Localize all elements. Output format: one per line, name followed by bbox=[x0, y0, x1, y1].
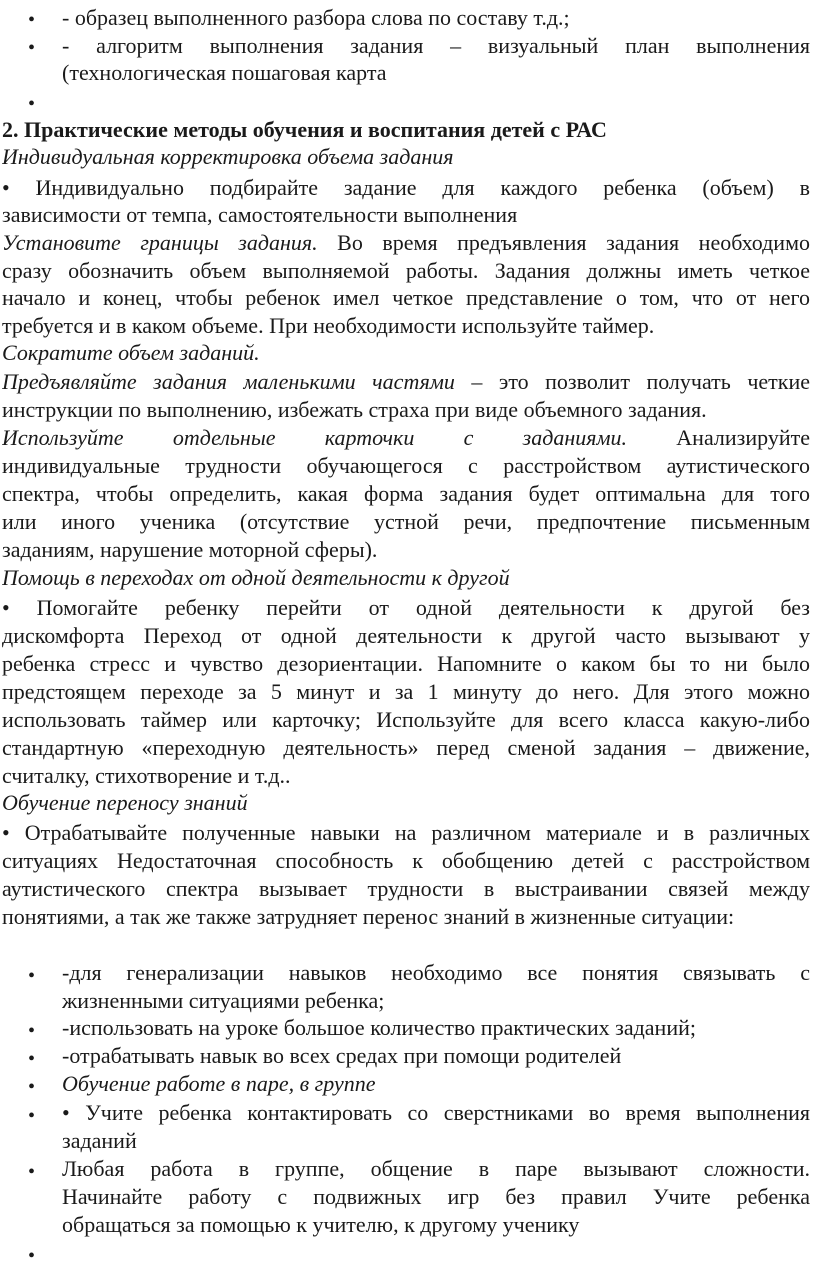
paragraph-line: дискомфорта Переход от одной деятельности к другой часто вызывают у bbox=[2, 623, 810, 648]
paragraph-line: Предъявляйте задания маленькими частями – это позволит получать четкие bbox=[2, 369, 810, 394]
subsection-title: Сократите объем заданий. bbox=[2, 340, 260, 365]
list-item: -для генерализации навыков необходимо все понятия связывать с bbox=[62, 960, 810, 985]
bullet: • bbox=[28, 1245, 36, 1267]
paragraph-line: начало и конец, чтобы ребенок имел четкое представление о том, что от него bbox=[2, 285, 810, 310]
paragraph-line: стандартную «переходную деятельность» перед сменой задания – движение, bbox=[2, 735, 810, 760]
paragraph-line: Используйте отдельные карточки с заданиями. Анализируйте bbox=[2, 425, 810, 450]
list-item-cont: Начинайте работу с подвижных игр без правил Учите ребенка bbox=[62, 1184, 810, 1209]
paragraph-line: использовать таймер или карточку; Используйте для всего класса какую-либо bbox=[2, 707, 810, 732]
paragraph-line: ребенка стресс и чувство дезориентации. Напомните о каком бы то ни было bbox=[2, 651, 810, 676]
list-item-cont: обращаться за помощью к учителю, к другому ученику bbox=[62, 1212, 580, 1237]
section-heading: 2. Практические методы обучения и воспитания детей с РАС bbox=[2, 117, 607, 142]
bullet: • bbox=[28, 1048, 36, 1070]
bullet: • bbox=[28, 1020, 36, 1042]
paragraph-line: инструкции по выполнению, избежать страха при виде объемного задания. bbox=[2, 397, 707, 422]
paragraph-line: индивидуальные трудности обучающегося с расстройством аутистического bbox=[2, 453, 810, 478]
list-item: - алгоритм выполнения задания – визуальный план выполнения bbox=[62, 33, 810, 58]
bullet: • bbox=[28, 37, 36, 59]
paragraph-line: понятиями, а так же также затрудняет перенос знаний в жизненные ситуации: bbox=[2, 904, 735, 929]
list-item: -использовать на уроке большое количество практических заданий; bbox=[62, 1015, 696, 1040]
subsection-title: Индивидуальная корректировка объема задания bbox=[2, 144, 454, 169]
subsection-title: Помощь в переходах от одной деятельности к другой bbox=[2, 565, 510, 590]
list-item: - образец выполненного разбора слова по составу т.д.; bbox=[62, 5, 570, 30]
bullet: • bbox=[28, 1161, 36, 1183]
list-item-cont: жизненными ситуациями ребенка; bbox=[62, 988, 385, 1013]
paragraph-line: требуется и в каком объеме. При необходимости используйте таймер. bbox=[2, 313, 655, 338]
list-item-cont: (технологическая пошаговая карта bbox=[62, 60, 387, 85]
list-item: • Учите ребенка контактировать со сверстниками во время выполнения bbox=[62, 1100, 810, 1125]
paragraph-line: • Индивидуально подбирайте задание для каждого ребенка (объем) в bbox=[2, 175, 810, 200]
list-item-cont: заданий bbox=[62, 1128, 137, 1153]
paragraph-line: зависимости от темпа, самостоятельности выполнения bbox=[2, 202, 518, 227]
paragraph-line: аутистического спектра вызывает трудности в выстраивании связей между bbox=[2, 876, 810, 901]
list-item: Обучение работе в паре, в группе bbox=[62, 1071, 376, 1096]
bullet: • bbox=[28, 93, 36, 115]
paragraph-line: или иного ученика (отсутствие устной речи, предпочтение письменным bbox=[2, 509, 810, 534]
subsection-title: Обучение переносу знаний bbox=[2, 790, 248, 815]
paragraph-line: • Помогайте ребенку перейти от одной деятельности к другой без bbox=[2, 595, 810, 620]
bullet: • bbox=[28, 1076, 36, 1098]
paragraph-line: • Отрабатывайте полученные навыки на различном материале и в различных bbox=[2, 820, 810, 845]
paragraph-line: предстоящем переходе за 5 минут и за 1 минуту до него. Для этого можно bbox=[2, 679, 810, 704]
paragraph-line: считалку, стихотворение и т.д.. bbox=[2, 763, 291, 788]
paragraph-line: ситуациях Недостаточная способность к обобщению детей с расстройством bbox=[2, 848, 810, 873]
list-item: -отрабатывать навык во всех средах при помощи родителей bbox=[62, 1043, 622, 1068]
paragraph-line: Установите границы задания. Во время предъявления задания необходимо bbox=[2, 230, 810, 255]
list-item: Любая работа в группе, общение в паре вызывают сложности. bbox=[62, 1156, 810, 1181]
bullet: • bbox=[28, 1105, 36, 1127]
bullet: • bbox=[28, 9, 36, 31]
bullet: • bbox=[28, 965, 36, 987]
paragraph-line: спектра, чтобы определить, какая форма задания будет оптимальна для того bbox=[2, 481, 810, 506]
paragraph-line: сразу обозначить объем выполняемой работы. Задания должны иметь четкое bbox=[2, 258, 810, 283]
paragraph-line: заданиям, нарушение моторной сферы). bbox=[2, 537, 378, 562]
